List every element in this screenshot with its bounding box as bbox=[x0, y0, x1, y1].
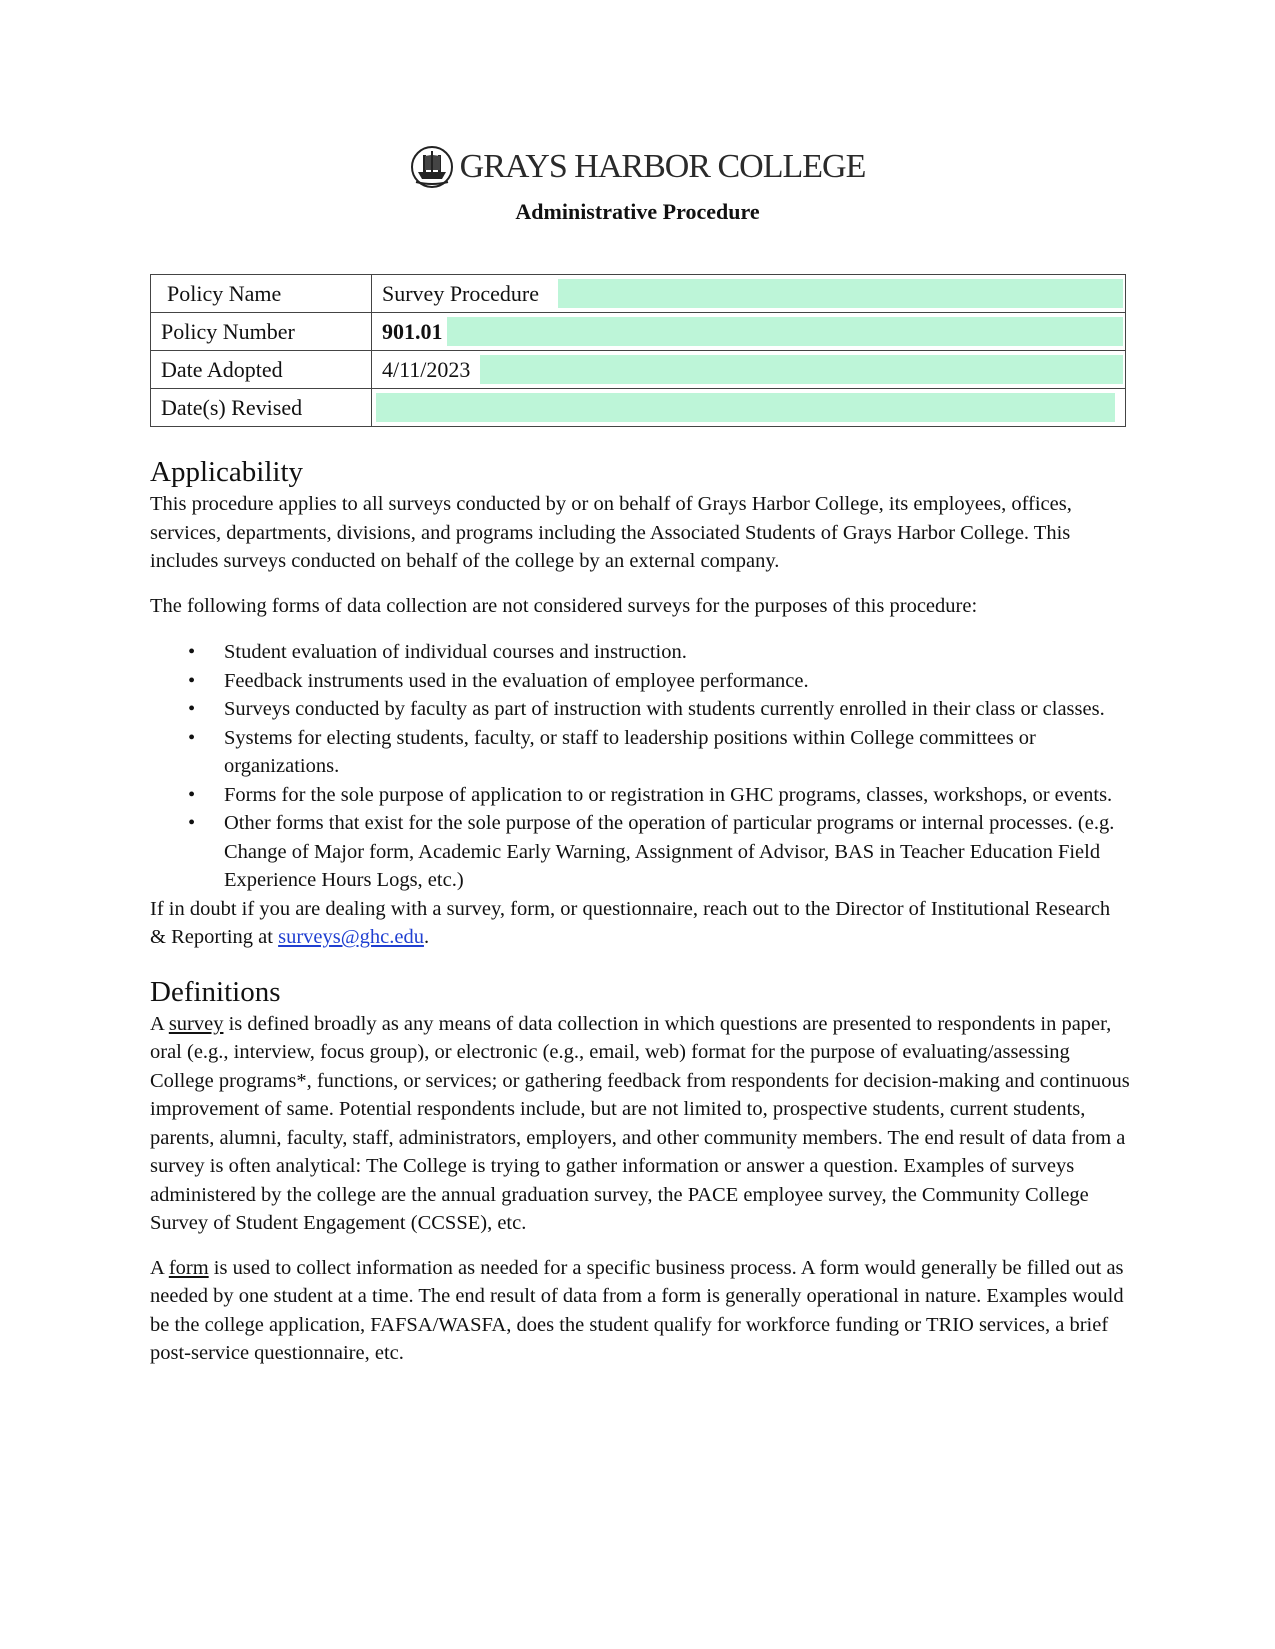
form-def-text: is used to collect information as needed for a specific business process. A form would generally be filled out as needed by one student at a time. The end result of data from a form is generally operational in nature. Examples would be the college application, FAFSA/WASFA, does the student qualify for workforce funding or TRIO services, a brief post-service questionnaire, etc. bbox=[150, 1256, 1124, 1364]
policy-name-label: Policy Name bbox=[151, 275, 372, 313]
logo-text-grays: GRAYS bbox=[459, 148, 567, 185]
policy-name-cell bbox=[372, 275, 1126, 313]
dates-revised-cell bbox=[372, 389, 1126, 427]
applicability-paragraph: This procedure applies to all surveys conducted by or on behalf of Grays Harbor College, its employees, offices, services, departments, divisions, and programs including the Associated Students of Grays Harbor College. This includes surveys conducted on behalf of the college by an external company. bbox=[150, 493, 1072, 572]
survey-definition bbox=[150, 1010, 1130, 1238]
logo-text-college: COLLEGE bbox=[717, 148, 866, 185]
document-body bbox=[150, 454, 1130, 1384]
ship-icon bbox=[410, 145, 454, 189]
table-row bbox=[151, 389, 1126, 427]
form-definition bbox=[150, 1254, 1130, 1368]
exclusions-list bbox=[150, 638, 1130, 895]
policy-number-cell bbox=[372, 313, 1126, 351]
table-row bbox=[151, 351, 1126, 389]
contact-paragraph bbox=[150, 895, 1130, 952]
date-adopted-label: Date Adopted bbox=[151, 351, 372, 389]
highlight-fill bbox=[480, 355, 1123, 384]
contact-text-end: . bbox=[423, 926, 430, 948]
list-item: • Feedback instruments used in the evaluation of employee performance. bbox=[224, 667, 1130, 696]
form-def-pre: A bbox=[150, 1256, 169, 1279]
definitions-heading: Definitions bbox=[150, 975, 281, 1008]
policy-number-label: Policy Number bbox=[151, 313, 372, 351]
list-item: • Forms for the sole purpose of application to or registration in GHC programs, classes, workshops, or events. bbox=[224, 781, 1130, 810]
survey-term: survey bbox=[168, 1012, 224, 1035]
logo-text-harbor: HARBOR bbox=[574, 148, 710, 185]
survey-def-text: is defined broadly as any means of data collection in which questions are presented to respondents in paper, oral (e.g., interview, focus group), or electronic (e.g., email, web) format for the purpose of evaluating/assessing College programs*, functions, or services; or gathering feedback from respondents for decision-making and continuous improvement of same. Potential respondents include, but are not limited to, prospective students, current students, parents, alumni, faculty, staff, administrators, employers, and other community members. The end result of data from a survey is often analytical: The College is trying to gather information or answer a question. Examples of surveys administered by the college are the annual graduation survey, the PACE employee survey, the Community College Survey of Student Engagement (CCSSE), etc. bbox=[150, 1012, 1130, 1234]
highlight-fill bbox=[558, 279, 1123, 308]
exclusions-intro: The following forms of data collection are not considered surveys for the purposes of this procedure: bbox=[150, 594, 978, 617]
table-row bbox=[151, 275, 1126, 313]
dates-revised-label: Date(s) Revised bbox=[151, 389, 372, 427]
list-item: • Systems for electing students, faculty, or staff to leadership positions within College committees or organizations. bbox=[224, 724, 1130, 781]
document-subtitle: Administrative Procedure bbox=[515, 199, 760, 224]
highlight-fill bbox=[376, 393, 1115, 422]
policy-number-value: 901.01 bbox=[382, 318, 443, 344]
policy-name-value: Survey Procedure bbox=[382, 280, 540, 306]
applicability-heading: Applicability bbox=[150, 456, 304, 488]
email-link[interactable]: surveys@ghc.edu bbox=[278, 926, 424, 948]
list-item: • Student evaluation of individual courses and instruction. bbox=[224, 638, 1130, 667]
form-term: form bbox=[168, 1256, 209, 1279]
contact-text: If in doubt if you are dealing with a survey, form, or questionnaire, reach out to the Director of Institutional Research & Reporting at bbox=[150, 897, 1111, 948]
policy-info-table bbox=[150, 274, 1126, 427]
table-row bbox=[151, 313, 1126, 351]
list-item: • Surveys conducted by faculty as part of instruction with students currently enrolled in their class or classes. bbox=[224, 695, 1130, 724]
date-adopted-value: 4/11/2023 bbox=[382, 356, 471, 382]
survey-def-pre: A bbox=[150, 1012, 169, 1035]
highlight-fill bbox=[447, 317, 1123, 346]
list-item: • Other forms that exist for the sole purpose of the operation of particular programs or internal processes. (e.g. Change of Major form, Academic Early Warning, Assignment of Advisor, BAS in Teacher Education Field Experience Hours Logs, etc.) bbox=[224, 809, 1130, 895]
date-adopted-cell bbox=[372, 351, 1126, 389]
college-logo bbox=[0, 145, 1275, 194]
